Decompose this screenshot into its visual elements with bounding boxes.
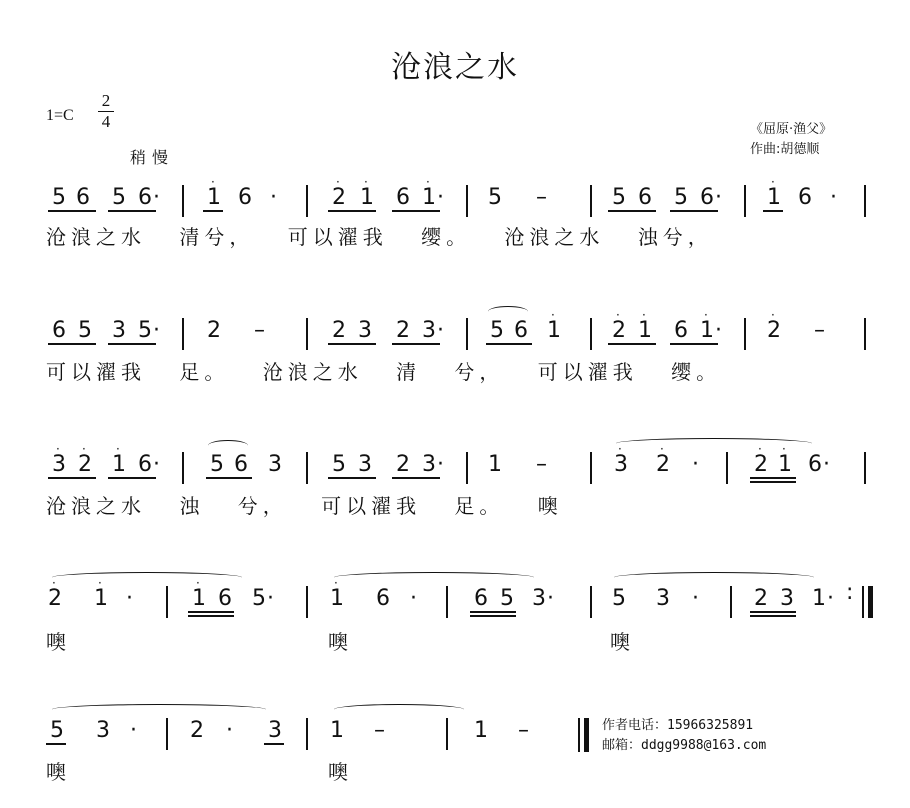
barline xyxy=(166,718,168,750)
lyric-5a: 噢 xyxy=(46,760,66,784)
time-signature xyxy=(98,92,114,131)
barline xyxy=(744,185,746,217)
note: 3 xyxy=(614,452,628,477)
note: 1 xyxy=(330,586,344,611)
note: 1 xyxy=(192,586,206,611)
note: 5 xyxy=(612,185,626,210)
note: 1 xyxy=(360,185,374,210)
underline xyxy=(670,210,718,212)
underline xyxy=(470,611,516,613)
lyrics-source: 《屈原·渔父》 xyxy=(750,122,833,137)
note: 5 xyxy=(112,185,126,210)
underline xyxy=(328,343,376,345)
underline xyxy=(203,210,223,212)
staff-row-4: 2 · 1 · · 1 · 6 5 · 1 · 6 · 6 5 3 · 5 3 · 2 3 1 · : 噢 噢 噢 xyxy=(0,586,910,676)
note: 3 xyxy=(358,452,372,477)
underline xyxy=(470,615,516,617)
note: 5 xyxy=(210,452,224,477)
barline xyxy=(862,586,864,618)
barline xyxy=(306,586,308,618)
underline xyxy=(264,743,284,745)
note: 1 xyxy=(547,318,561,343)
note: 2 xyxy=(656,452,670,477)
meter-top: 2 xyxy=(101,91,111,110)
barline xyxy=(726,452,728,484)
slur xyxy=(208,440,248,451)
note: 6 xyxy=(218,586,232,611)
composer-credit: 作曲:胡德顺 xyxy=(750,142,820,157)
note: 2 xyxy=(767,318,781,343)
lyric-5b: 噢 xyxy=(328,760,348,784)
barline xyxy=(744,318,746,350)
underline xyxy=(328,477,376,479)
barline xyxy=(306,318,308,350)
note: 1 · xyxy=(810,586,828,612)
note: 1 xyxy=(330,718,344,743)
note: 1 xyxy=(488,452,502,477)
note: 1 xyxy=(778,452,792,477)
note: 3 xyxy=(358,318,372,343)
note: 2 xyxy=(612,318,626,343)
staff-row-2: 6 5 3 5 · 2 – 2 3 2 3 · 5 6 1 · 2 · 1 · 6 1 · · 2 · – 可以濯我 足。 沧浪之水 清 兮， 可以濯我 缨。 xyxy=(0,318,910,408)
underline xyxy=(750,615,796,617)
phone-text: 作者电话：15966325891 xyxy=(602,718,754,733)
note: 5 xyxy=(50,718,64,743)
barline xyxy=(864,185,866,217)
staff-row-5: 5 3 · 2 · 3 1 – 1 – 噢 噢 xyxy=(0,718,910,808)
barline xyxy=(166,586,168,618)
note: 2 xyxy=(332,185,346,210)
note: 6 xyxy=(514,318,528,343)
note: 5 xyxy=(488,185,502,210)
note: 2 xyxy=(754,586,768,611)
underline xyxy=(206,477,252,479)
note: 3 xyxy=(96,718,110,743)
underline xyxy=(486,343,532,345)
underline xyxy=(108,343,156,345)
note: 3 · xyxy=(530,586,548,612)
underline xyxy=(608,210,656,212)
note: 3 · xyxy=(420,452,438,478)
final-barline xyxy=(584,718,589,752)
note: 2 xyxy=(396,318,410,343)
underline xyxy=(750,477,796,479)
note: 6 xyxy=(76,185,90,210)
email-text: 邮箱：ddgg9988@163.com xyxy=(602,738,767,753)
underline xyxy=(608,343,656,345)
lyric-line-2: 可以濯我 足。 沧浪之水 清 兮， 可以濯我 缨。 xyxy=(46,360,722,384)
meter-bottom: 4 xyxy=(101,112,111,131)
barline xyxy=(182,452,184,484)
note: 3 xyxy=(268,718,282,743)
note: 3 xyxy=(112,318,126,343)
note: 5 xyxy=(78,318,92,343)
note: 1 xyxy=(112,452,126,477)
slur xyxy=(614,572,814,583)
barline xyxy=(590,586,592,618)
note: 5 xyxy=(674,185,688,210)
note: 5 xyxy=(612,586,626,611)
barline xyxy=(590,452,592,484)
note: 6 xyxy=(674,318,688,343)
underline xyxy=(48,477,96,479)
slur xyxy=(488,306,528,317)
note: 2 xyxy=(332,318,346,343)
note: 1 · xyxy=(420,185,438,211)
note: 6 xyxy=(376,586,390,611)
underline xyxy=(670,343,718,345)
underline xyxy=(48,343,96,345)
lyric-4a: 噢 xyxy=(46,630,66,654)
barline xyxy=(466,318,468,350)
lyric-line-3: 沧浪之水 浊 兮， 可以濯我 足。 噢 xyxy=(46,494,563,518)
underline xyxy=(392,477,440,479)
barline xyxy=(306,185,308,217)
barline xyxy=(864,452,866,484)
note: 2 xyxy=(207,318,221,343)
note: 6 xyxy=(396,185,410,210)
note: 6 · xyxy=(806,452,824,478)
note: 6 · xyxy=(136,185,154,211)
note: 3 xyxy=(52,452,66,477)
note: 6 · xyxy=(136,452,154,478)
slur xyxy=(334,572,534,583)
barline xyxy=(446,586,448,618)
note: 3 xyxy=(780,586,794,611)
lyric-4c: 噢 xyxy=(610,630,630,654)
barline xyxy=(182,185,184,217)
note: 6 xyxy=(474,586,488,611)
note: 5 xyxy=(52,185,66,210)
underline xyxy=(108,477,156,479)
slur xyxy=(52,704,266,715)
underline xyxy=(188,615,234,617)
note: 1 xyxy=(767,185,781,210)
slur xyxy=(52,572,242,583)
lyric-line-1: 沧浪之水 清兮， 可以濯我 缨。 沧浪之水 浊兮， xyxy=(46,225,713,249)
note: 2 xyxy=(78,452,92,477)
staff-row-1: 5 6 5 6 · 1 · 6 · 2 · 1 · 6 1 · · 5 – 5 6 5 6 · 1 · 6 · 沧浪之水 清兮， 可以濯我 缨。 沧浪之水 浊兮， xyxy=(0,185,910,275)
underline xyxy=(328,210,376,212)
note: 6 xyxy=(638,185,652,210)
note: 6 xyxy=(234,452,248,477)
note: 5 xyxy=(490,318,504,343)
underline xyxy=(750,611,796,613)
barline xyxy=(466,452,468,484)
note: 1 xyxy=(94,586,108,611)
note: 3 xyxy=(656,586,670,611)
barline xyxy=(466,185,468,217)
note: 6 xyxy=(798,185,812,210)
lyric-4b: 噢 xyxy=(328,630,348,654)
underline xyxy=(46,743,66,745)
barline xyxy=(306,452,308,484)
underline xyxy=(108,210,156,212)
key-signature: 1=C xyxy=(46,107,74,124)
note: 5 · xyxy=(250,586,268,612)
note: 5 xyxy=(332,452,346,477)
barline xyxy=(306,718,308,750)
note: 6 xyxy=(238,185,252,210)
underline xyxy=(392,343,440,345)
note: 3 · xyxy=(420,318,438,344)
barline xyxy=(446,718,448,750)
note: 2 xyxy=(396,452,410,477)
note: 1 xyxy=(207,185,221,210)
staff-row-3: 3 · 2 · 1 · 6 · 5 6 3 5 3 2 3 · 1 – 3 · 2 · · 2 · 1 · 6 · 沧浪之水 浊 兮， 可以濯我 足。 噢 xyxy=(0,452,910,542)
underline xyxy=(750,481,796,483)
barline xyxy=(590,185,592,217)
note: 6 xyxy=(52,318,66,343)
note: 2 xyxy=(190,718,204,743)
underline xyxy=(763,210,783,212)
contact-info xyxy=(602,716,766,756)
note: 1 · xyxy=(698,318,716,344)
score-title: 沧浪之水 xyxy=(391,50,519,85)
note: 1 xyxy=(474,718,488,743)
barline xyxy=(578,718,580,752)
barline xyxy=(864,318,866,350)
tempo-marking: 稍慢 xyxy=(130,148,175,167)
barline xyxy=(730,586,732,618)
note: 5 xyxy=(500,586,514,611)
underline xyxy=(48,210,96,212)
note: 6 · xyxy=(698,185,716,211)
note: 2 xyxy=(754,452,768,477)
note: 1 xyxy=(638,318,652,343)
final-barline xyxy=(868,586,873,618)
barline xyxy=(182,318,184,350)
note: 3 xyxy=(268,452,282,477)
underline xyxy=(392,210,440,212)
underline xyxy=(188,611,234,613)
barline xyxy=(590,318,592,350)
note: 5 · xyxy=(136,318,154,344)
note: 2 xyxy=(48,586,62,611)
slur xyxy=(334,704,464,715)
